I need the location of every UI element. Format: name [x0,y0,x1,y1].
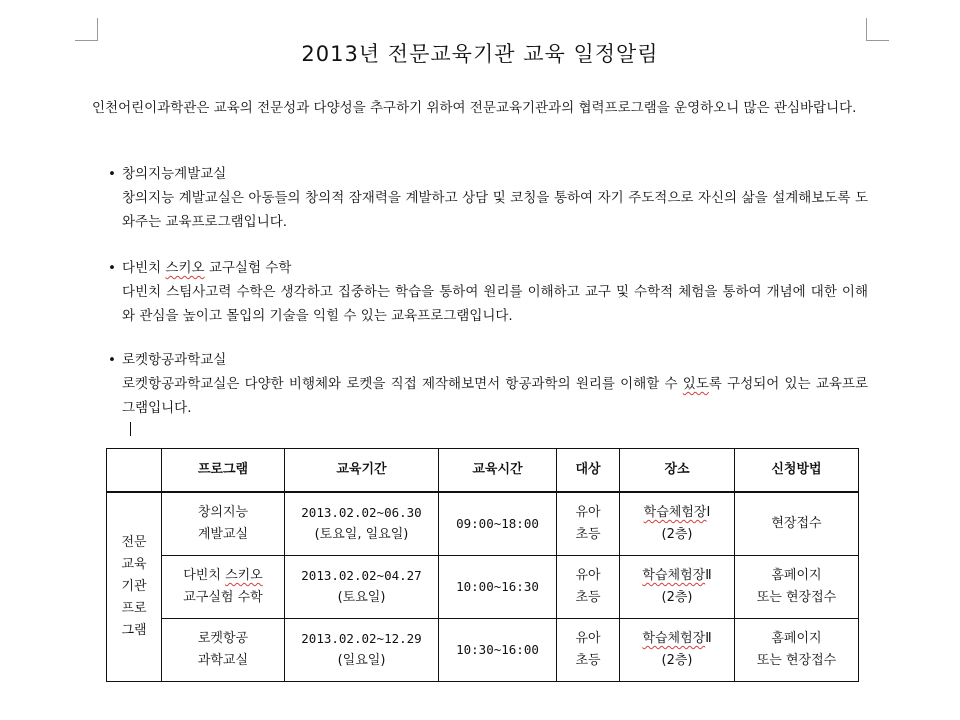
apply-cell: 현장접수 [735,492,859,556]
period-cell: 2013.02.02~06.30 (토요일, 일요일) [285,492,439,556]
section-rocket [108,348,868,420]
section-creative [108,162,868,234]
target-cell: 유아 초등 [557,556,620,619]
section-body: 다빈치 스팀사고력 수학은 생각하고 집중하는 학습을 통하여 원리를 이해하고 교구 및 수학적 체험을 통하여 개념에 대한 이해와 관심을 높이고 몰입의 기술을 익힐 수 있는 교육프로그램입니다. [122,284,868,324]
section-heading-text: 로켓항공과학교실 [122,352,227,368]
bullet-icon: • [108,260,116,276]
time-cell: 09:00~18:00 [439,492,557,556]
time-cell: 10:30~16:00 [439,619,557,682]
schedule-table [106,448,859,682]
intro-paragraph: 인천어린이과학관은 교육의 전문성과 다양성을 추구하기 위하여 전문교육기관과의 협력프로그램을 운영하오니 많은 관심바랍니다. [92,100,857,116]
header-cell-time: 교육시간 [439,449,557,493]
target-cell: 유아 초등 [557,492,620,556]
header-cell-target: 대상 [557,449,620,493]
period-cell: 2013.02.02~12.29 (일요일) [285,619,439,682]
spellcheck-underline: 스키오 [165,260,205,276]
bullet-icon: • [108,166,116,182]
header-cell-program: 프로그램 [162,449,285,493]
section-body: 창의지능 계발교실은 아동들의 창의적 잠재력을 계발하고 상담 및 코칭을 통하여 자기 주도적으로 자신의 삶을 설계해보도록 도와주는 교육프로그램입니다. [122,190,868,230]
target-cell: 유아 초등 [557,619,620,682]
table-row [107,556,859,619]
bullet-icon: • [108,352,116,368]
period-cell: 2013.02.02~04.27 (토요일) [285,556,439,619]
section-body: 로켓항공과학교실은 다양한 비행체와 로켓을 직접 제작해보면서 항공과학의 원리를 이해할 수 있도록 구성되어 있는 교육프로그램입니다. [122,376,868,416]
section-heading [108,348,868,372]
section-davinci [108,256,868,328]
place-cell: 학습체험장Ⅱ (2층) [620,619,735,682]
apply-cell: 홈페이지 또는 현장접수 [735,556,859,619]
apply-cell: 홈페이지 또는 현장접수 [735,619,859,682]
section-heading-text: 창의지능계발교실 [122,166,227,182]
section-heading [108,162,868,186]
header-cell-place: 장소 [620,449,735,493]
document-title: 2013년 전문교육기관 교육 일정알림 [301,42,659,66]
spellcheck-underline: 있도 [682,376,709,392]
program-cell: 창의지능 계발교실 [162,492,285,556]
category-cell: 전문 교육 기관 프로 그램 [107,492,162,682]
program-cell: 로켓항공 과학교실 [162,619,285,682]
time-cell: 10:00~16:30 [439,556,557,619]
table-header-row [107,449,859,493]
text-cursor [130,422,131,436]
table-row [107,619,859,682]
section-heading [108,256,868,280]
header-cell-blank [107,449,162,493]
program-cell: 다빈치 스키오 교구실험 수학 [162,556,285,619]
table-row [107,492,859,556]
header-cell-apply: 신청방법 [735,449,859,493]
section-heading-text: 다빈치 스키오 교구실험 수학 [122,260,292,276]
header-cell-period: 교육기간 [285,449,439,493]
place-cell: 학습체험장Ⅱ (2층) [620,556,735,619]
place-cell: 학습체험장Ⅰ (2층) [620,492,735,556]
